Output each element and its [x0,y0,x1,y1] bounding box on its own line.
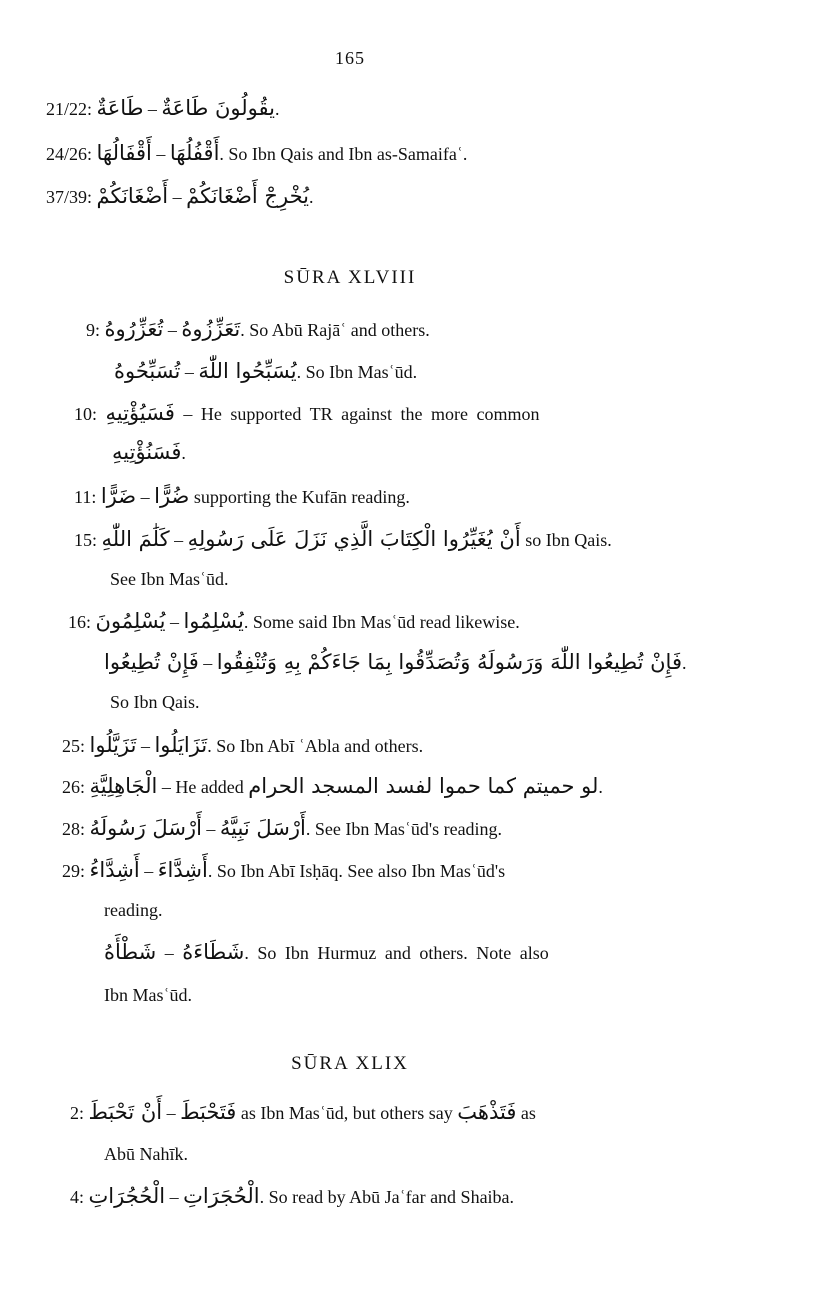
arabic-reading: أَقْفَالُهَا [96,141,152,165]
arabic-variant: أَقْفُلُهَا [169,141,220,165]
separator: – [164,943,174,963]
arabic-reading: يُسْلِمُونَ [95,609,166,633]
note-text: reading. [104,900,163,920]
verse-ref: 4: [70,1187,85,1207]
arabic-reading: الْحُجُرَاتِ [88,1184,166,1208]
verse-ref: 15: [74,530,98,550]
arabic-variant: فَتَحْبَطَ [180,1100,237,1124]
arabic-reading: تُسَبِّحُوهُ [114,359,181,383]
note-text-end: . [598,777,603,797]
arabic-reading: تُعَزِّرُوهُ [104,317,164,341]
arabic-variant: فَإِنْ تُطِيعُوا اللّٰهَ وَرَسُولَهُ وَتُصَدِّقُوا بِمَا جَاءَكُمْ بِهِ وَتُنْفِقُوا [216,650,682,674]
separator: – [140,736,150,756]
note-text: . See Ibn Masʿūd's reading. [305,819,503,839]
separator: – [203,653,213,673]
entry-29b-cont [104,983,192,1007]
arabic-variant: ضُرًّا [154,484,190,508]
verse-ref: 25: [62,736,86,756]
arabic-variant: أَشِدَّاءَ [157,858,208,882]
arabic-reading: فَسَنُؤْتِيهِ [112,440,182,464]
arabic-variant: أَنْ يُغَيِّرُوا الْكِتَابَ الَّذِي نَزَلَ عَلَى رَسُولِهِ [187,527,521,551]
verse-ref: 11: [74,487,97,507]
separator: – [166,1103,176,1123]
entry-2-cont [104,1142,188,1166]
verse-ref: 2: [70,1103,85,1123]
verse-ref: 37/39: [46,187,93,207]
note-text: . [308,187,314,207]
note-text: Abū Nahīk. [104,1144,188,1164]
arabic-reading: أَنْ تَحْبَطَ [88,1100,163,1124]
separator: – [144,861,154,881]
entry-21-22 [46,96,279,121]
note-text: supporting the Kufān reading. [189,487,410,507]
note-text: He supported TR against the more common [200,404,540,424]
verse-ref: 24/26: [46,144,93,164]
note-text: . So Ibn Abī ʿAbla and others. [207,736,424,756]
note-text: Ibn Masʿūd. [104,985,192,1005]
arabic-variant: الْحُجَرَاتِ [183,1184,260,1208]
note-text: See Ibn Masʿūd. [110,569,229,589]
entry-37-39 [46,184,313,209]
note-text: So Ibn Qais. [110,692,200,712]
arabic-reading: فَسَيُؤْتِيهِ [105,401,175,425]
verse-ref: 9: [86,320,101,340]
arabic-reading: أَرْسَلَ رَسُولَهُ [89,816,202,840]
note-text: He added [175,777,244,797]
arabic-reading: طَاعَةٌ [96,96,144,120]
note-text: . [181,443,186,463]
arabic-reading: الْجَاهِلِيَّةِ [89,774,158,798]
entry-15-cont [110,567,228,591]
arabic-addition: لو حميتم كما حموا لفسد المسجد الحرام [248,774,599,798]
arabic-reading: ضَرًّا [100,484,137,508]
note-text: . So Ibn Masʿūd. [296,362,418,382]
separator: – [172,187,182,207]
verse-ref: 28: [62,819,86,839]
note-text: . So Abū Rajāʿ and others. [240,320,430,340]
arabic-variant: يُسَبِّحُوا اللّٰهَ [198,359,297,383]
arabic-variant: يُخْرِجْ أَضْغَانَكُمْ [186,184,309,208]
separator: – [174,530,184,550]
separator: – [184,362,194,382]
note-text: . So Ibn Qais and Ibn as-Samaifaʿ. [219,144,468,164]
entry-26 [62,774,603,799]
entry-16b [104,650,687,675]
arabic-variant: تَعَزِّزُوهُ [181,317,241,341]
sura-48-heading: SŪRA XLVIII [283,267,417,288]
note-text-end: as [516,1103,536,1123]
entry-29a [62,858,505,883]
note-text: as Ibn Masʿūd, but others say [236,1103,458,1123]
entry-11 [74,484,410,509]
entry-4 [70,1184,514,1209]
separator: – [206,819,216,839]
page-number: 165 [335,48,365,68]
entry-15 [74,527,612,552]
entry-24-26 [46,141,467,166]
arabic-variant: تَزَايَلُوا [154,733,208,757]
separator: – [167,320,177,340]
arabic-reading: كَلَٰمَ اللّٰهِ [101,527,170,551]
separator: – [147,99,157,119]
note-text: . So Ibn Hurmuz and others. Note also [244,943,549,963]
verse-ref: 10: [74,404,98,424]
arabic-reading: فَإِنْ تُطِيعُوا [104,650,199,674]
separator: – [161,777,171,797]
entry-16a [68,609,520,634]
arabic-variant: أَرْسَلَ نَبِيَّهُ [219,816,306,840]
arabic-reading: أَضْغَانَكُمْ [96,184,169,208]
sura-49-heading: SŪRA XLIX [291,1053,409,1074]
note-text: . [274,99,280,119]
entry-10 [74,401,540,426]
entry-28 [62,816,502,841]
entry-9a [86,317,430,342]
verse-ref: 16: [68,612,92,632]
entry-10-cont [112,440,186,465]
separator: – [169,612,179,632]
arabic-reading: أَشِدَّاءُ [89,858,140,882]
note-text: so Ibn Qais. [520,530,612,550]
arabic-reading: تَزَيَّلُوا [89,733,137,757]
separator: – [169,1187,179,1207]
entry-29b [104,940,549,965]
separator: – [183,404,193,424]
arabic-reading: شَطْأَهُ [104,940,157,964]
arabic-variant: يُسْلِمُوا [183,609,244,633]
entry-25 [62,733,423,758]
arabic-alternative: فَتَذْهَبَ [457,1100,517,1124]
entry-29-cont [104,898,162,922]
entry-2 [70,1100,536,1125]
arabic-variant: يقُولُونَ طَاعَةٌ [161,96,275,120]
verse-ref: 26: [62,777,86,797]
verse-ref: 29: [62,861,86,881]
separator: – [156,144,166,164]
entry-9b [114,359,417,384]
verse-ref: 21/22: [46,99,93,119]
arabic-variant: شَطَاءَهُ [182,940,245,964]
entry-16-cont [110,690,200,714]
note-text: . [682,653,687,673]
separator: – [140,487,150,507]
note-text: . So Ibn Abī Isḥāq. See also Ibn Masʿūd's [207,861,506,881]
note-text: . So read by Abū Jaʿfar and Shaiba. [259,1187,515,1207]
note-text: . Some said Ibn Masʿūd read likewise. [243,612,520,632]
